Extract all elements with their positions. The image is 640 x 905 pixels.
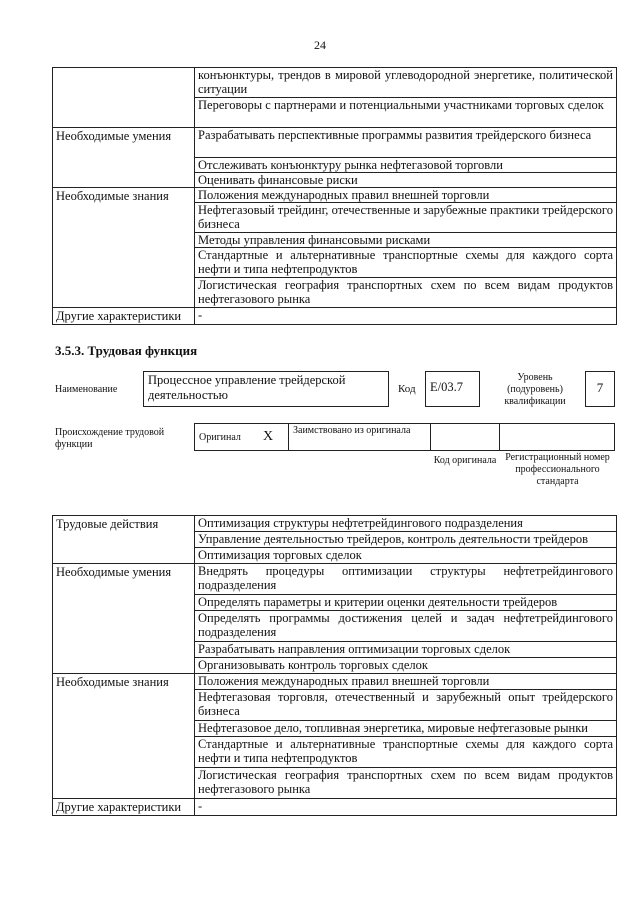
origin-label: Происхождение трудовой функции: [55, 427, 165, 450]
orig-code-caption: Код оригинала: [433, 455, 497, 466]
original-label: Оригинал: [199, 432, 241, 443]
list-item: -: [195, 799, 617, 816]
level-label: Уровень (подуровень) квалификации: [504, 372, 566, 407]
function-name-box: [143, 371, 389, 407]
level-value: 7: [596, 380, 604, 395]
list-item: Нефтегазовая торговля, отечественный и зарубежный опыт трейдерского бизнеса: [195, 690, 617, 721]
code-box: [425, 371, 480, 407]
list-item: Отслеживать конъюнктуру рынка нефтегазовой торговли: [195, 158, 617, 173]
row-label-knowledge: Необходимые знания: [53, 674, 195, 799]
divider: [288, 424, 289, 450]
list-item: Нефтегазовый трейдинг, отечественные и зарубежные практики трейдерского бизнеса: [195, 203, 617, 233]
list-item: Положения международных правил внешней торговли: [195, 674, 617, 690]
origin-grid: [194, 423, 615, 451]
list-item: Положения международных правил внешней торговли: [195, 188, 617, 203]
table-row: [53, 68, 617, 98]
table-row: [53, 799, 617, 816]
table-row: [53, 188, 617, 203]
borrowed-label: Заимствовано из оригинала: [293, 425, 411, 436]
function-name: Процессное управление трейдерской деятельностью: [148, 373, 346, 402]
row-label-other: Другие характеристики: [53, 799, 195, 816]
list-item: Определять программы достижения целей и задач нефтетрейдингового подразделения: [195, 611, 617, 642]
page-number: 24: [314, 38, 326, 52]
row-label-other: Другие характеристики: [53, 308, 195, 325]
row-label-knowledge: Необходимые знания: [53, 188, 195, 308]
table-row: [53, 516, 617, 532]
divider: [430, 424, 431, 450]
name-label: Наименование: [55, 384, 118, 395]
row-label-skills: Необходимые умения: [53, 564, 195, 674]
list-item: Оценивать финансовые риски: [195, 173, 617, 188]
list-item: Внедрять процедуры оптимизации структуры нефтетрейдингового подразделения: [195, 564, 617, 595]
list-item: Оптимизация структуры нефтетрейдингового подразделения: [195, 516, 617, 532]
row-label-actions: Трудовые действия: [53, 516, 195, 564]
divider: [499, 424, 500, 450]
list-item: Стандартные и альтернативные транспортные схемы для каждого сорта нефти и типа нефтепродуктов: [195, 248, 617, 278]
list-item: Управление деятельностью трейдеров, контроль деятельности трейдеров: [195, 532, 617, 548]
requirements-table: [52, 515, 617, 816]
table-row: [53, 564, 617, 595]
row-label-skills: Необходимые умения: [53, 128, 195, 188]
list-item: Нефтегазовое дело, топливная энергетика, мировые нефтегазовые рынки: [195, 721, 617, 737]
code-label: Код: [398, 383, 416, 395]
list-item: Логистическая география транспортных схем по всем видам продуктов нефтегазового рынка: [195, 278, 617, 308]
table-row: [53, 308, 617, 325]
list-item: конъюнктуры, трендов в мировой углеводородной энергетике, политической ситуации: [195, 68, 617, 98]
level-box: [585, 371, 615, 407]
requirements-table-continued: [52, 67, 617, 325]
original-mark: X: [263, 429, 274, 444]
section-heading: 3.5.3. Трудовая функция: [55, 343, 198, 358]
list-item: Логистическая география транспортных схем по всем видам продуктов нефтегазового рынка: [195, 768, 617, 799]
list-item: Методы управления финансовыми рисками: [195, 233, 617, 248]
list-item: -: [195, 308, 617, 325]
function-code: E/03.7: [430, 380, 463, 394]
list-item: Организовывать контроль торговых сделок: [195, 658, 617, 674]
row-label: [53, 68, 195, 128]
list-item: Оптимизация торговых сделок: [195, 548, 617, 564]
list-item: Определять параметры и критерии оценки деятельности трейдеров: [195, 595, 617, 611]
reg-number-caption: Регистрационный номер профессионального стандарта: [505, 452, 610, 487]
list-item: Стандартные и альтернативные транспортные схемы для каждого сорта нефти и типа нефтепродуктов: [195, 737, 617, 768]
list-item: Разрабатывать перспективные программы развития трейдерского бизнеса: [195, 128, 617, 158]
table-row: [53, 674, 617, 690]
list-item: Переговоры с партнерами и потенциальными участниками торговых сделок: [195, 98, 617, 128]
table-row: [53, 128, 617, 158]
list-item: Разрабатывать направления оптимизации торговых сделок: [195, 642, 617, 658]
